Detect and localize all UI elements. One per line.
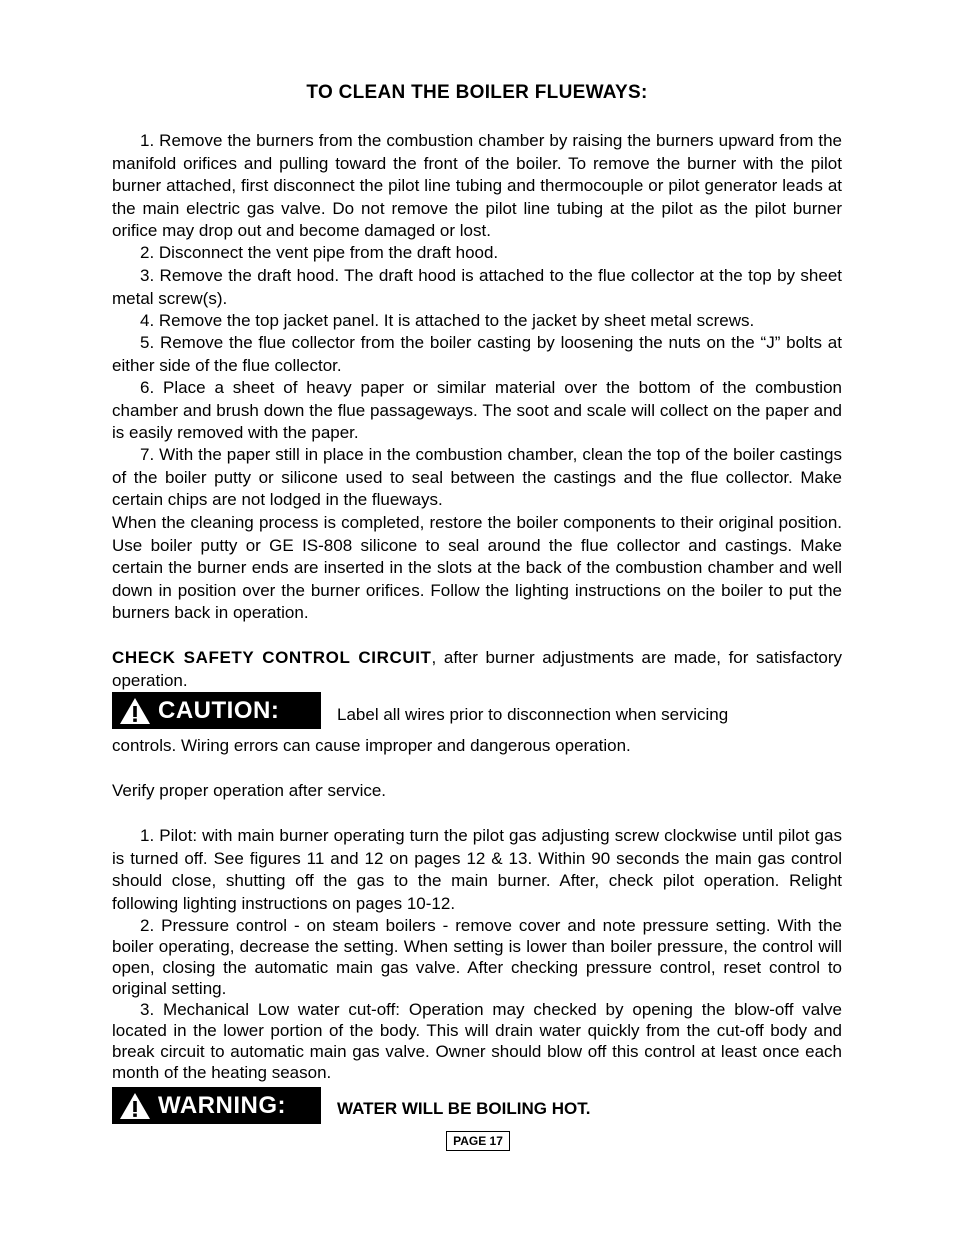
check-1: 1. Pilot: with main burner operating turn the pilot gas adjusting screw clockwise until pilot gas is turned off. See figures 11 and 12 on pages 12 & 13. Within 90 seconds the main gas control should close, shutting off the gas to the main burner. After, check pilot operation. Relight following lighting instructions on pages 10-12. [112,826,842,913]
step-5: 5. Remove the flue collector from the boiler casting by loosening the nuts on the “J” bolts at either side of the flue collector. [112,333,842,375]
safety-text: , after burner adjustments are made, for satisfactory operation. [112,648,842,690]
step-6: 6. Place a sheet of heavy paper or similar material over the bottom of the combustion chamber and brush down the flue passageways. The soot and scale will collect on the paper and is easily removed with the paper. [112,378,842,442]
step-2: 2. Disconnect the vent pipe from the draft hood. [140,243,499,262]
safety-heading: CHECK SAFETY CONTROL CIRCUIT [112,648,432,667]
completion-paragraph: When the cleaning process is completed, restore the boiler components to their original position. Use boiler putty or GE IS-808 silicone to seal around the flue collector and castings. Make certain the burner ends are inserted in the slots at the back of the combustion chamber and well down in position over the burner orifices. Follow the lighting instructions on the boiler to put the burners back in operation. [112,513,842,622]
warning-triangle-icon [112,692,158,729]
step-1: 1. Remove the burners from the combustion chamber by raising the burners upward from the manifold orifices and pulling toward the front of the boiler. To remove the burner with the pilot burner attached, first disconnect the pilot line tubing and thermocouple or pilot generator leads at the main electric gas valve. Do not remove the pilot line tubing at the pilot as the pilot burner orifice may drop out and become damaged or lost. [112,131,842,240]
section-heading: TO CLEAN THE BOILER FLUEWAYS: [306,82,648,103]
verify-text: Verify proper operation after service. [112,781,387,800]
step-4: 4. Remove the top jacket panel. It is attached to the jacket by sheet metal screws. [140,311,755,330]
step-7: 7. With the paper still in place in the combustion chamber, clean the top of the boiler castings of the boiler putty or silicone used to seal between the castings and the flue collector. Make certain chips are not lodged in the flueways. [112,445,842,509]
caution-badge [112,692,321,729]
check-2: 2. Pressure control - on steam boilers - remove cover and note pressure setting. With the boiler operating, decrease the setting. When setting is lower than boiler pressure, the control will open, closing the automatic main gas valve. After checking pressure control, reset control to original setting. [112,916,842,998]
safety-paragraph [112,647,842,692]
caution-note: Label all wires prior to disconnection when servicing [337,705,729,724]
caution-note-continued: controls. Wiring errors can cause improper and dangerous operation. [112,736,631,755]
warning-text: WATER WILL BE BOILING HOT. [337,1099,591,1118]
step-3: 3. Remove the draft hood. The draft hood is attached to the flue collector at the top by sheet metal screw(s). [112,266,842,308]
check-3: 3. Mechanical Low water cut-off: Operation may checked by opening the blow-off valve located in the lower portion of the body. This will drain water quickly from the cut-off body and break circuit to automatic main gas valve. Owner should blow off this control at least once each month of the heating season. [112,1000,842,1082]
caution-label: CAUTION: [158,696,280,724]
warning-label: WARNING: [158,1091,286,1119]
warning-triangle-icon [112,1087,158,1124]
page-number: PAGE 17 [446,1131,510,1151]
warning-badge [112,1087,321,1124]
